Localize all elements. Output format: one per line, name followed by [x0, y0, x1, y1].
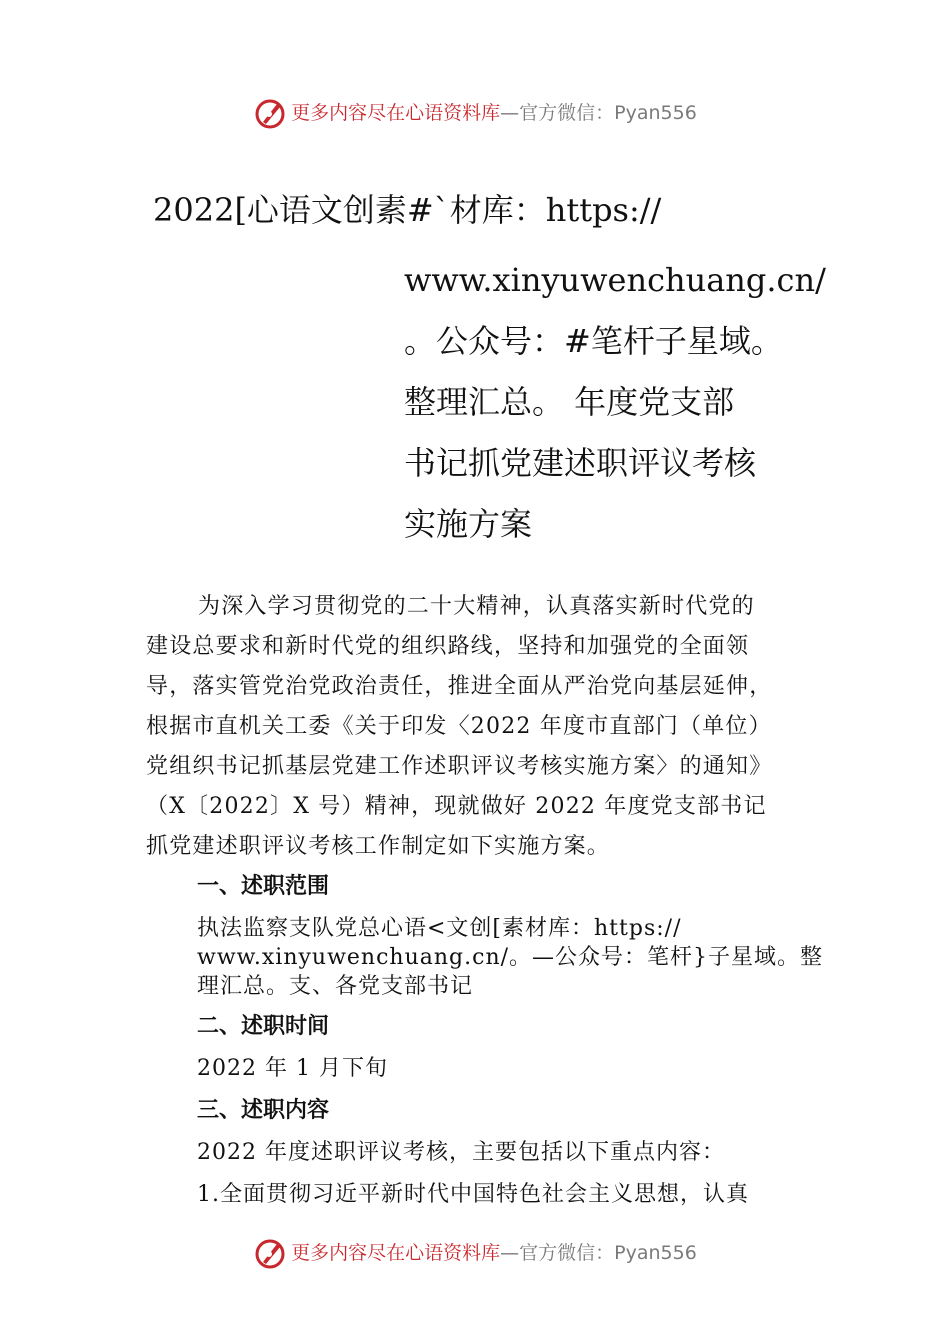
intro-line: 为深入学习贯彻党的二十大精神，认真落实新时代党的: [198, 594, 755, 619]
section-heading-scope: 一、述职范围: [197, 874, 330, 899]
document-title-line-2: www.xinyuwenchuang.cn/: [404, 261, 826, 299]
intro-line: 根据市直机关工委《关于印发〈2022 年度市直部门（单位）: [146, 714, 772, 739]
scope-line: 执法监察支队党总心语<文创[素材库：https://: [197, 916, 682, 941]
watermark-header: [0, 96, 950, 130]
watermark-red-text: 更多内容尽在心语资料库: [291, 102, 501, 124]
intro-paragraph: [146, 587, 826, 867]
section-heading-time: 二、述职时间: [197, 1014, 330, 1039]
document-title-line-5: 书记抓党建述职评议考核: [404, 444, 757, 482]
document-title-line-1: 2022[心语文创素#`材库：https://: [153, 191, 662, 229]
document-title-line-4: 整理汇总。 年度党支部: [404, 383, 735, 421]
intro-line: 抓党建述职评议考核工作制定如下实施方案。: [146, 834, 611, 859]
scope-line: www.xinyuwenchuang.cn/。—公众号：笔杆}子星域。整: [197, 945, 824, 970]
intro-line: 导，落实管党治党政治责任，推进全面从严治党向基层延伸，: [146, 674, 773, 699]
watermark-footer: [0, 1236, 950, 1270]
watermark-gray-text: —官方微信：Pyan556: [500, 102, 697, 124]
intro-line: 党组织书记抓基层党建工作述职评议考核实施方案〉的通知》: [146, 754, 773, 779]
section-heading-content: 三、述职内容: [197, 1098, 330, 1123]
pen-seal-logo-icon: [253, 1236, 287, 1270]
scope-line: 理汇总。支、各党支部书记: [197, 974, 474, 999]
document-title-line-6: 实施方案: [404, 505, 533, 543]
intro-line: （X〔2022〕X 号）精神，现就做好 2022 年度党支部书记: [146, 794, 767, 819]
intro-line: 建设总要求和新时代党的组织路线，坚持和加强党的全面领: [146, 634, 750, 659]
pen-seal-logo-icon: [253, 96, 287, 130]
scope-text: [197, 914, 837, 1001]
time-text: 2022 年 1 月下旬: [197, 1056, 388, 1081]
document-title-line-3: 。公众号：#笔杆子星域。: [404, 322, 783, 360]
content-item-1: 1.全面贯彻习近平新时代中国特色社会主义思想，认真: [197, 1182, 749, 1207]
watermark-gray-text: —官方微信：Pyan556: [500, 1242, 697, 1264]
document-title: [404, 250, 824, 555]
content-intro: 2022 年度述职评议考核，主要包括以下重点内容：: [197, 1140, 725, 1165]
watermark-red-text: 更多内容尽在心语资料库: [291, 1242, 501, 1264]
